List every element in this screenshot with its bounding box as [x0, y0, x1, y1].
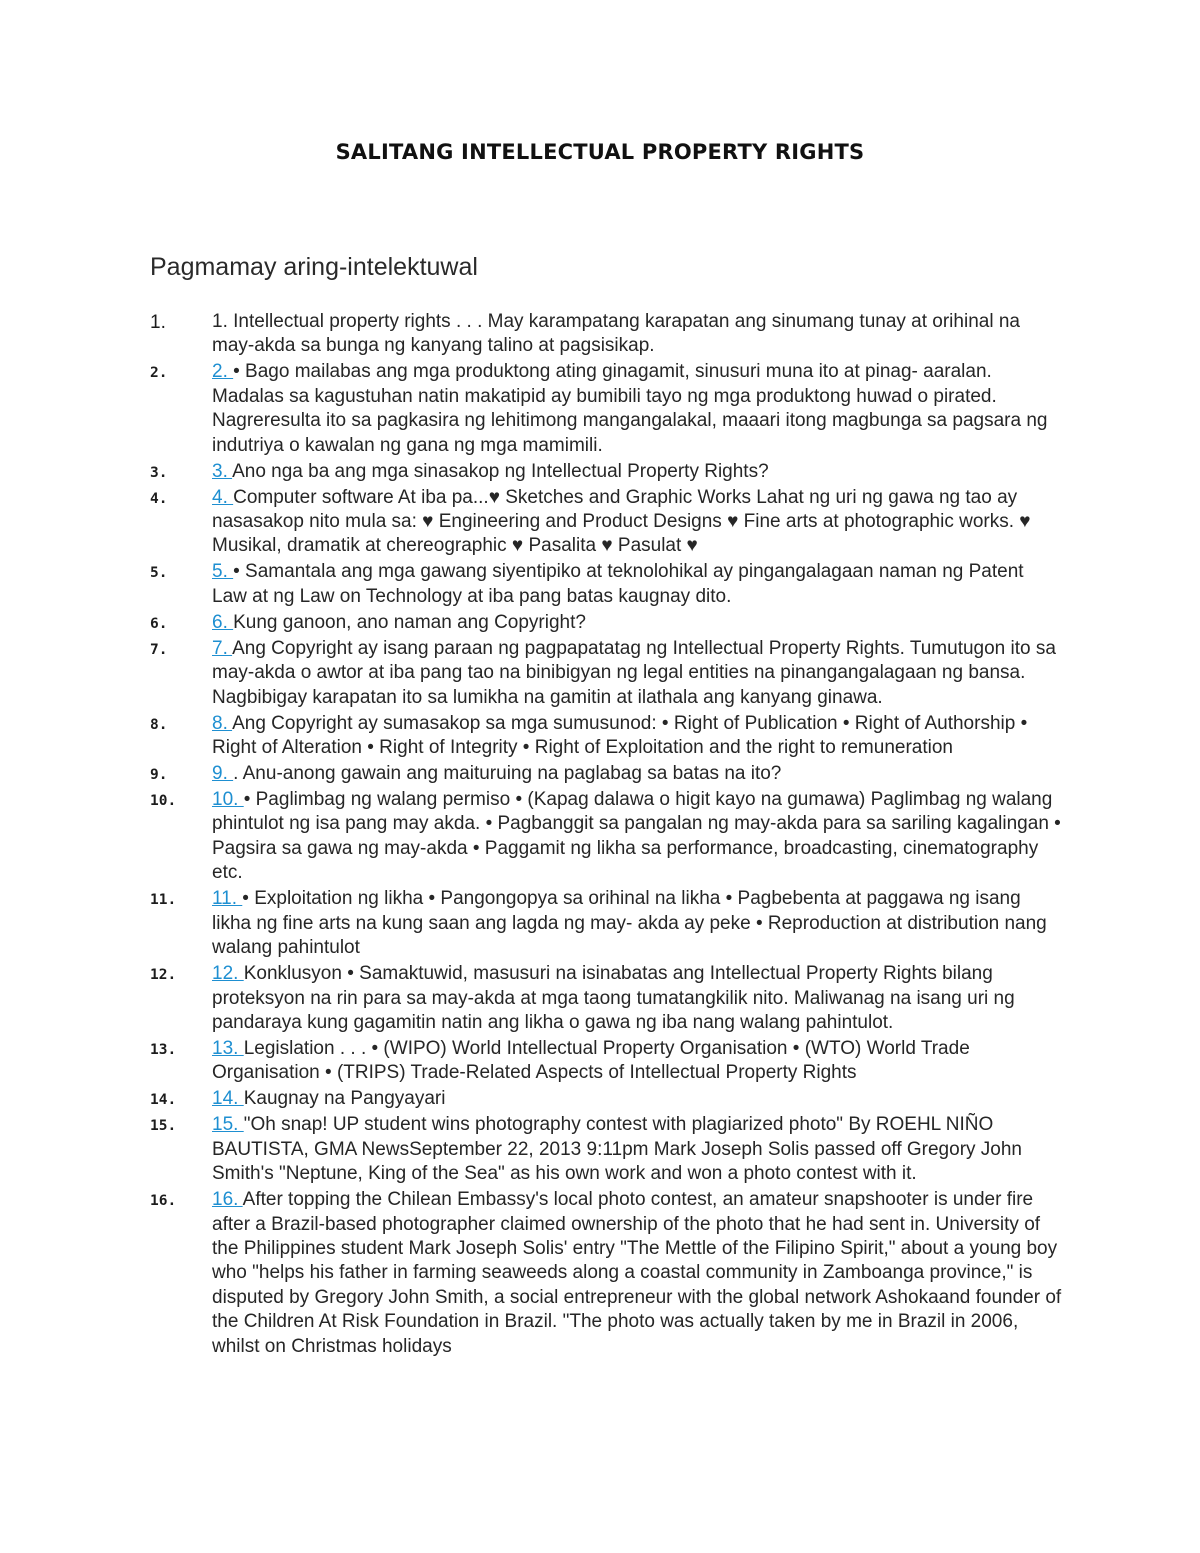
list-item-number: 13.	[150, 1041, 177, 1058]
list-item-link[interactable]: 15.	[212, 1114, 244, 1136]
list-item-link[interactable]: 8.	[212, 712, 233, 734]
list-item-number: 16.	[150, 1193, 177, 1210]
list-item-link[interactable]: 16.	[212, 1189, 243, 1211]
list-item	[0, 712, 1200, 761]
list-item-text: . Anu-anong gawain ang maituruing na paglabag sa batas na ito?	[233, 763, 782, 785]
list-item	[0, 762, 1200, 786]
list-item-number: 11.	[150, 892, 177, 909]
list-item-text: Legislation . . . • (WIPO) World Intellectual Property Organisation • (WTO) World Trade Organisation • (TRIPS) Trade-Related Aspects of Intellectual Property Rights	[212, 1037, 970, 1084]
list-item	[0, 1188, 1200, 1359]
list-item-link[interactable]: 10.	[212, 789, 244, 811]
list-item	[0, 962, 1200, 1035]
list-item	[0, 486, 1200, 559]
list-item-link[interactable]: 14.	[212, 1088, 244, 1110]
list-item	[0, 637, 1200, 710]
list-item-text: • Samantala ang mga gawang siyentipiko at teknolohikal ay pingangalagaan naman ng Patent Law at ng Law on Technology at iba pang batas kaugnay dito.	[212, 561, 1024, 607]
list-item-number: 6.	[150, 615, 168, 632]
list-item-text: "Oh snap! UP student wins photography contest with plagiarized photo" By ROEHL NIÑO BAUTISTA, GMA NewsSeptember 22, 2013 9:11pm Mark Joseph Solis passed off Gregory John Smith's "Neptune, King of the Sea" as his own work and won a photo contest with it.	[212, 1114, 1022, 1185]
numbered-list	[0, 310, 1200, 1361]
list-item-text: Kaugnay na Pangyayari	[243, 1088, 446, 1110]
list-item-link[interactable]: 11.	[212, 888, 243, 910]
list-item-number: 3.	[150, 464, 168, 481]
list-item-link[interactable]: 6.	[212, 611, 234, 633]
list-item-text: • Exploitation ng likha • Pangongopya sa orihinal na likha • Pagbebenta at paggawa ng isang likha ng fine arts na kung saan ang lagda ng may- akda ay peke • Reproduction at distribution nang walang pahintulot	[212, 888, 1047, 959]
list-item-number: 10.	[150, 793, 177, 810]
list-item	[0, 611, 1200, 635]
list-item-number: 15.	[150, 1118, 177, 1135]
list-item	[0, 1087, 1200, 1111]
list-item-link[interactable]: 12.	[212, 963, 244, 985]
list-item-link[interactable]: 9.	[212, 763, 234, 785]
list-item-text: After topping the Chilean Embassy's local photo contest, an amateur snapshooter is under fire after a Brazil-based photographer claimed ownership of the photo that he had sent in. University of the Philippines student Mark Joseph Solis' entry "The Mettle of the Filipino Spirit," about a young boy who "helps his father in farming seaweeds along a coastal community in Zamboanga province," is disputed by Gregory John Smith, a social entrepreneur with the global network Ashokaand founder of the Children At Risk Foundation in Brazil. "The photo was actually taken by me in Brazil in 2006, whilst on Christmas holidays	[212, 1189, 1062, 1357]
list-item	[0, 887, 1200, 960]
list-item-number: 14.	[150, 1092, 177, 1109]
list-item-text: Konklusyon • Samaktuwid, masusuri na isinabatas ang Intellectual Property Rights bilang proteksyon na rin para sa may-akda at mga taong tumatangkilik nito. Maliwanag na isang uri ng pandaraya kung gagamitin natin ang likha o gawa ng iba nang walang pahintulot.	[212, 963, 1015, 1033]
list-item-text: Computer software At iba pa...♥ Sketches and Graphic Works Lahat ng uri ng gawa ng tao ay nasasakop nito mula sa: ♥ Engineering and Product Designs ♥ Fine arts at photographic works. ♥ Musikal, dramatik at chereographic ♥ Pasalita ♥ Pasulat ♥	[212, 486, 1031, 557]
list-item-link[interactable]: 3.	[212, 460, 233, 482]
list-item-text: • Bago mailabas ang mga produktong ating ginagamit, sinusuri muna ito at pinag- aaralan. Madalas sa kagustuhan natin makatipid ay bumibili tayo ng mga produktong huwad o pirated. Nagreresulta ito sa pagkasira ng lehitimong mangangalakal, maaari itong magbunga sa pagsara ng indutriya o kawalan ng gana ng mga mamimili.	[212, 361, 1048, 456]
list-item-text: 1. Intellectual property rights . . . May karampatang karapatan ang sinumang tunay at orihinal na may-akda sa bunga ng kanyang talino at pagsisikap.	[212, 311, 1020, 357]
list-item-number: 1.	[150, 312, 166, 333]
list-item	[0, 310, 1200, 359]
list-item-text: Ang Copyright ay isang paraan ng pagpapatatag ng Intellectual Property Rights. Tumutugon ito sa may-akda o awtor at iba pang tao na binibigyan ng legal entities na pinangangalagaan ng bansa. Nagbibigay karapatan ito sa lumikha na gamitin at ilathala ang kanyang ginawa.	[212, 637, 1056, 708]
list-item-number: 8.	[150, 716, 168, 733]
list-item-text: Ang Copyright ay sumasakop sa mga sumusunod: • Right of Publication • Right of Authorship • Right of Alteration • Right of Integrity • Right of Exploitation and the right to remuneration	[212, 712, 1028, 759]
list-item-link[interactable]: 13.	[212, 1037, 244, 1059]
list-item-number: 2.	[150, 365, 168, 382]
list-item	[0, 1113, 1200, 1186]
list-item-link[interactable]: 7.	[212, 637, 233, 659]
page-title: SALITANG INTELLECTUAL PROPERTY RIGHTS	[335, 140, 865, 164]
list-item	[0, 360, 1200, 458]
list-item-number: 9.	[150, 767, 168, 784]
list-item-number: 4.	[150, 490, 168, 507]
list-item	[0, 1037, 1200, 1086]
list-item-text: Kung ganoon, ano naman ang Copyright?	[233, 611, 586, 633]
list-item-link[interactable]: 4.	[212, 486, 234, 508]
list-item-number: 7.	[150, 641, 168, 658]
list-item	[0, 460, 1200, 484]
list-item-number: 12.	[150, 967, 177, 984]
list-item-text: Ano nga ba ang mga sinasakop ng Intellectual Property Rights?	[232, 460, 769, 482]
list-item-link[interactable]: 2.	[212, 361, 234, 383]
list-item-link[interactable]: 5.	[212, 561, 234, 583]
list-item	[0, 560, 1200, 609]
list-item	[0, 788, 1200, 886]
list-item-number: 5.	[150, 565, 168, 582]
section-heading: Pagmamay aring-intelektuwal	[150, 253, 478, 281]
list-item-text: • Paglimbag ng walang permiso • (Kapag dalawa o higit kayo na gumawa) Paglimbag ng walang phintulot ng isa pang may akda. • Pagbanggit sa pangalan ng may-akda para sa sariling kagalingan • Pagsira sa gawa ng may-akda • Paggamit ng likha sa performance, broadcasting, cinematography etc.	[212, 789, 1061, 884]
